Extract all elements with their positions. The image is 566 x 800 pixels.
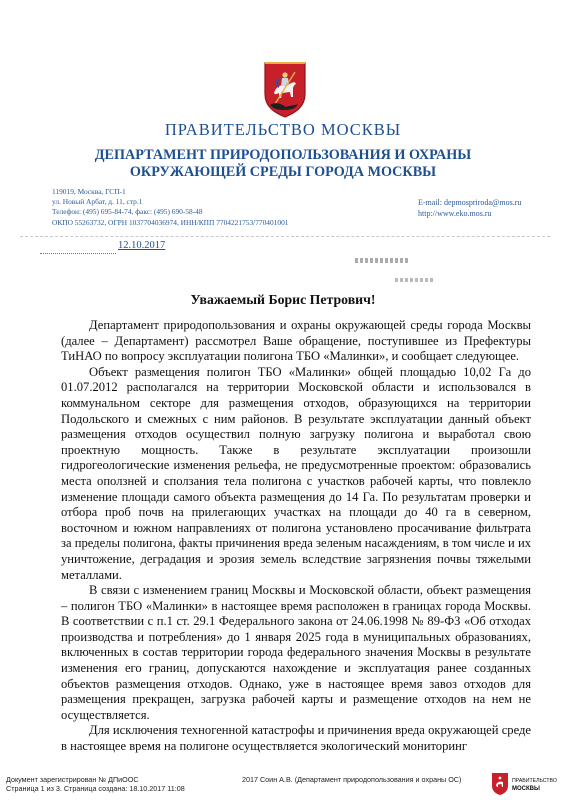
registration-blank-line bbox=[40, 253, 116, 254]
letter-paragraph: В связи с изменением границ Москвы и Московской области, объект размещения – полигон ТБО «Малинки» в настоящее время расположен в границах города Москвы. В соответствии с п.1 ст. 29.1 Федерального закона от 24.06.1998 № 89-ФЗ «Об отходах производства и потребления» до 1 января 2025 года в муниципальных образованиях, включенных в состав территории города федерального значения Москвы в результате изменения его границ, допускаются нахождение и эксплуатация ранее созданных объектов размещения отходов. Однако, уже в настоящее время завоз отходов для размещения прекращен, загрузка рабочей карты и размещение отходов на нем не осуществляется. bbox=[61, 583, 531, 722]
government-title: ПРАВИТЕЛЬСТВО МОСКВЫ bbox=[164, 120, 402, 139]
address-line: ОКПО 55263732, ОГРН 1037704036974, ИНН/КПП 7704221753/770401001 bbox=[52, 217, 289, 227]
letter-paragraph: Для исключения техногенной катастрофы и причинения вреда окружающей среде в настоящее время на полигоне осуществляется экологический мониторинг bbox=[61, 723, 531, 754]
page-info: Страница 1 из 3. Страница создана: 18.10.2017 11:08 bbox=[6, 784, 185, 794]
letter-paragraph: Департамент природопользования и охраны окружающей среды города Москвы (далее – Департамент) рассмотрел Ваше обращение, поступившее из Префектуры ТиНАО по вопросу эксплуатации полигона ТБО «Малинки», и сообщает следующее. bbox=[61, 318, 531, 364]
letter-body bbox=[61, 318, 531, 755]
faded-stamp-text bbox=[355, 258, 409, 263]
address-line: Телефон: (495) 695-84-74, факс: (495) 690-58-48 bbox=[52, 207, 203, 217]
address-line: 119019, Москва, ГСП-1 bbox=[52, 187, 126, 196]
document-registration-footer bbox=[6, 775, 185, 794]
registration-number: Документ зарегистрирован № ДПиООС bbox=[6, 775, 139, 784]
address-line: ул. Новый Арбат, д. 11, стр.1 bbox=[52, 197, 143, 207]
department-address bbox=[52, 187, 288, 228]
moscow-coat-of-arms-icon bbox=[262, 60, 308, 118]
department-contacts bbox=[418, 198, 521, 219]
letter-paragraph: Объект размещения полигон ТБО «Малинки» общей площадью 10,02 Га до 01.07.2012 располагался на территории Московской области и использовался в коммунальном секторе для размещения отходов, образующихся на территории Подольского и смежных с ним районов. В результате эксплуатации данный объект размещения отходов осуществил полную загрузку полигона и выработал свою проектную мощность. Также в результате эксплуатации произошли гидрогеологические изменения рельефа, не предусмотренные проектом: образовались места оползней и сползания тела полигона с участков рабочей карты, что повлекло изменение площади самого объекта размещения до 14 Га. По результатам проверки и отбора проб почв на прилегающих участках на площади до 40 га в северном, восточном и южном направлениях от полигона установлено просачивание фильтрата за пределы полигона, факты причинения вреда зеленым насаждениям, в том числе и их уничтожение, деградация и эрозия земель вследствие загрязнения почвы тяжелыми металлами. bbox=[61, 364, 531, 582]
brand-small: ПРАВИТЕЛЬСТВО bbox=[512, 778, 557, 784]
website-link[interactable]: http://www.eko.mos.ru bbox=[418, 208, 492, 218]
moscow-government-brand bbox=[512, 777, 557, 793]
signature-info: 2017 Соин А.В. (Департамент природопользования и охраны ОС) bbox=[242, 775, 462, 784]
department-name-line1: ДЕПАРТАМЕНТ ПРИРОДОПОЛЬЗОВАНИЯ И ОХРАНЫ bbox=[94, 147, 472, 163]
salutation: Уважаемый Борис Петрович! bbox=[190, 292, 376, 307]
faded-stamp-text bbox=[395, 278, 433, 282]
registration-date: 12.10.2017 bbox=[118, 240, 166, 251]
header-divider bbox=[20, 236, 550, 237]
moscow-government-logo-icon bbox=[491, 772, 509, 796]
brand-name: МОСКВЫ bbox=[512, 786, 540, 792]
department-name-line2: ОКРУЖАЮЩЕЙ СРЕДЫ ГОРОДА МОСКВЫ bbox=[129, 164, 437, 180]
email: E-mail: depmospriroda@mos.ru bbox=[418, 198, 522, 207]
